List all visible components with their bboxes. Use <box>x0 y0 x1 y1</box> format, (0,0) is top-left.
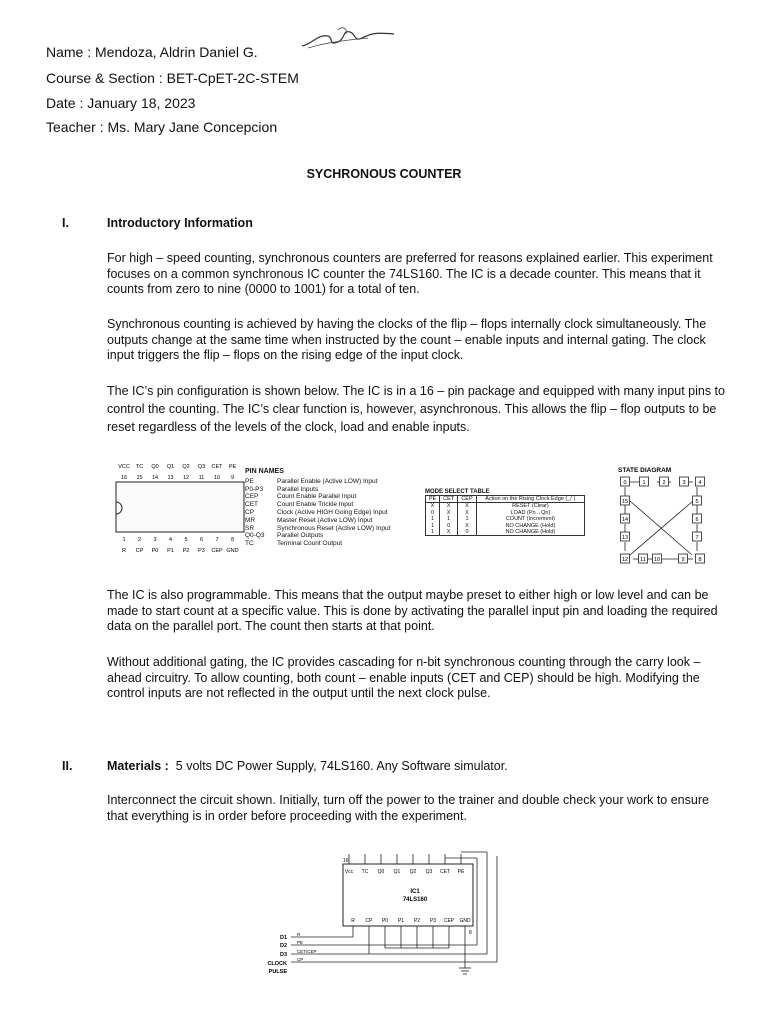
ic-pin-label-bottom: P1 <box>397 918 405 924</box>
pin-name-symbol: PE <box>245 477 254 485</box>
pin-names-block <box>245 468 395 548</box>
pin-label-top: TC <box>135 464 144 470</box>
state-node <box>640 477 649 486</box>
pin-label-top: Q0 <box>151 464 159 470</box>
pin-name-symbol: CP <box>245 508 255 516</box>
mode-table-header: CET <box>440 496 458 503</box>
pin-name-row <box>245 486 395 494</box>
mode-table-cell: X <box>458 503 477 510</box>
pin-number-top: 14 <box>151 475 159 481</box>
pin-name-symbol: SR <box>245 524 255 532</box>
pin-name-description: Count Enable Trickle Input <box>277 501 354 509</box>
pin-number-top: 16 <box>120 475 128 481</box>
state-label: 10 <box>653 557 661 563</box>
pin-label-bottom: CEP <box>211 548 223 554</box>
state-label: 9 <box>681 557 685 563</box>
mode-table-row <box>426 529 585 536</box>
state-node <box>680 477 689 486</box>
input-label: D1 <box>279 935 287 941</box>
pin-label-bottom: GND <box>226 548 239 554</box>
section-2-number: II. <box>62 759 73 773</box>
state-diagram-heading: STATE DIAGRAM <box>618 467 672 474</box>
state-node <box>696 554 705 563</box>
pin-name-row <box>245 532 395 540</box>
mode-select-table <box>425 495 585 536</box>
materials-label: Materials : <box>107 759 169 773</box>
pin-label-bottom: R <box>122 548 126 554</box>
state-node <box>679 554 688 563</box>
mode-table-cell: X <box>426 503 440 510</box>
signature <box>298 24 398 54</box>
pin-names-heading: PIN NAMES <box>245 468 284 475</box>
state-node <box>621 554 630 563</box>
ic-pin-label-bottom: P0 <box>381 918 389 924</box>
mode-select-table-block <box>425 489 585 536</box>
state-label: 0 <box>623 480 627 486</box>
pin-label-top: CET <box>211 464 223 470</box>
ic-pin-label-top: TC <box>361 869 369 875</box>
pin-number-top: 11 <box>198 475 205 481</box>
signal-label: R <box>297 932 301 937</box>
ic-pin-label-top: PE <box>457 869 465 875</box>
mode-table-cell: X <box>458 510 477 516</box>
state-node <box>693 496 702 505</box>
mode-table-cell: NO CHANGE (Hold) <box>476 529 584 536</box>
materials-paragraph: Interconnect the circuit shown. Initially, turn off the power to the trainer and double check your work to ensure that everything is in order before proceeding with the experiment. <box>107 793 709 823</box>
state-label: 8 <box>698 557 702 563</box>
pin-number-top: 13 <box>167 475 174 481</box>
pin-number-top: 10 <box>213 475 221 481</box>
pin-name-symbol: Q0-Q3 <box>245 532 265 540</box>
pin-label-top: Q1 <box>166 464 175 470</box>
teacher: Teacher : Ms. Mary Jane Concepcion <box>46 119 278 135</box>
pin-name-symbol: MR <box>245 516 256 524</box>
input-label: CLOCK <box>267 961 287 967</box>
vcc-pin-number: 16 <box>343 858 349 864</box>
state-diagram <box>612 463 707 588</box>
pin-number-top: 12 <box>182 475 190 481</box>
intro-paragraph-1: For high – speed counting, synchronous counters are preferred for reasons explained earlier. This experiment focuses on a common synchronous IC counter the 74LS160. The IC is a decade counter. This means that it counts from zero to nine (0000 to 1001) for a total of ten. <box>107 251 713 296</box>
mode-table-row <box>426 503 585 510</box>
mode-table-cell: 1 <box>426 529 440 536</box>
state-node <box>621 496 630 505</box>
pin-name-symbol: CEP <box>245 493 259 501</box>
pin-name-description: Parallel Outputs <box>277 532 324 540</box>
state-node <box>653 554 662 563</box>
mode-table-cell: 1 <box>426 516 440 522</box>
input-label: D3 <box>279 952 287 958</box>
pin-label-top: VCC <box>118 464 130 470</box>
mode-table-cell: X <box>440 510 458 516</box>
intro-paragraph-2: Synchronous counting is achieved by having the clocks of the flip – flops internally clock simultaneously. The outputs change at the same time when instructed by the count – enable inputs and internal gating. The clock input triggers the flip – flops on the rising edge of the input clock. <box>107 317 707 362</box>
ic-pin-label-bottom: R <box>351 918 355 924</box>
signal-label: PE <box>297 940 304 945</box>
state-label: 4 <box>698 480 702 486</box>
intro-paragraph-5: Without additional gating, the IC provides cascading for n-bit synchronous counting through the carry look – ahead circuitry. To allow counting, both count – enable inputs (CET and CEP) should be high. Modifying the control inputs are not reflected in the output until the next clock pulse. <box>107 655 701 700</box>
pin-name-description: Count Enable Parallel Input <box>277 493 357 501</box>
mode-table-cell: X <box>440 503 458 510</box>
state-node <box>621 477 630 486</box>
pin-name-symbol: CET <box>245 501 258 509</box>
ic-pin-label-bottom: P2 <box>413 918 421 924</box>
materials-list: 5 volts DC Power Supply, 74LS160. Any Software simulator. <box>175 759 508 773</box>
page-title: SYCHRONOUS COUNTER <box>306 167 462 181</box>
pin-number-bottom: 4 <box>168 537 173 543</box>
mode-table-cell: 1 <box>458 516 477 522</box>
state-label: 13 <box>621 535 629 541</box>
state-label: 5 <box>695 499 699 505</box>
ic-pin-label-bottom: GND <box>459 918 471 924</box>
mode-table-cell: NO CHANGE (Hold) <box>476 523 584 529</box>
pin-label-top: Q3 <box>197 464 206 470</box>
pin-number-bottom: 5 <box>184 537 188 543</box>
state-label: 1 <box>642 480 646 486</box>
mode-table-header: PE <box>426 496 440 503</box>
state-node <box>696 477 705 486</box>
pin-name-description: Parallel Inputs <box>277 485 319 493</box>
section-1-number: I. <box>62 216 69 230</box>
state-node <box>660 477 669 486</box>
pin-number-bottom: 8 <box>230 537 235 543</box>
pin-number-top: 15 <box>136 475 143 481</box>
state-label: 12 <box>621 557 629 563</box>
pin-label-bottom: P0 <box>151 548 159 554</box>
mode-table-cell: 1 <box>426 523 440 529</box>
ic-name: IC1 <box>410 889 420 895</box>
pin-label-bottom: P3 <box>198 548 205 554</box>
pin-number-top: 9 <box>230 475 235 481</box>
pin-name-description: Clock (Active HIGH Going Edge) Input <box>277 508 388 516</box>
state-label: 7 <box>695 535 699 541</box>
ic-pin-label-top: CET <box>440 869 450 875</box>
ic-pin-label-bottom: CP <box>365 918 373 924</box>
pin-label-bottom: P2 <box>182 548 190 554</box>
intro-paragraph-4: The IC is also programmable. This means that the output maybe preset to either high or low level and can be made to start count at a specific value. This is done by activating the parallel input pin and loading the required data on the parallel port. The count then starts at that point. <box>107 588 718 633</box>
ic-pin-label-bottom: P3 <box>429 918 437 924</box>
ic-pin-label-bottom: CEP <box>443 918 455 924</box>
pin-number-bottom: 2 <box>137 537 142 543</box>
pin-name-description: Master Reset (Active LOW) Input <box>277 516 373 524</box>
ic-part: 74LS160 <box>402 897 428 903</box>
state-label: 2 <box>662 480 666 486</box>
pin-name-row <box>245 493 395 501</box>
pin-name-symbol: P0-P3 <box>245 485 264 493</box>
gnd-pin-number: 8 <box>469 930 472 936</box>
state-node <box>639 554 648 563</box>
materials-line <box>107 759 508 773</box>
mode-table-cell: 0 <box>458 529 477 536</box>
mode-table-cell: 1 <box>440 516 458 522</box>
pin-name-row <box>245 478 395 486</box>
state-label: 15 <box>621 499 629 505</box>
mode-table-cell: 0 <box>440 523 458 529</box>
pin-number-bottom: 6 <box>199 537 204 543</box>
date: Date : January 18, 2023 <box>46 95 196 111</box>
state-label: 14 <box>621 517 629 523</box>
mode-table-heading: MODE SELECT TABLE <box>425 489 490 495</box>
pin-name-row <box>245 501 395 509</box>
pinout-diagram <box>110 460 250 560</box>
section-1-title: Introductory Information <box>107 216 253 230</box>
course-section: Course & Section : BET-CpET-2C-STEM <box>46 70 299 86</box>
pin-name-row <box>245 517 395 525</box>
pin-label-bottom: P1 <box>167 548 174 554</box>
state-node <box>621 532 630 541</box>
state-label: 3 <box>682 480 686 486</box>
mode-table-cell: COUNT (Increment) <box>476 516 584 522</box>
state-label: 11 <box>640 557 646 563</box>
mode-table-cell: X <box>440 529 458 536</box>
state-node <box>693 532 702 541</box>
mode-table-cell: LOAD (Pn→Qn) <box>476 510 584 516</box>
mode-table-header: CEP <box>458 496 477 503</box>
ic-pin-label-top: Q3 <box>425 869 433 875</box>
circuit-diagram <box>255 850 515 985</box>
signal-label: CET/CEP <box>297 949 317 954</box>
pin-name-symbol: TC <box>245 540 254 548</box>
ic-pin-label-top: Q2 <box>409 869 417 875</box>
pin-name-row <box>245 509 395 517</box>
state-node <box>621 514 630 523</box>
pin-number-bottom: 7 <box>215 537 219 543</box>
ic-pin-label-top: Q1 <box>393 869 401 875</box>
mode-table-header: Action on the Rising Clock Edge (_/‾) <box>476 496 584 503</box>
pin-name-row <box>245 525 395 533</box>
pin-name-description: Synchronous Reset (Active LOW) Input <box>277 524 391 532</box>
ic-pin-label-top: Vcc <box>344 869 354 875</box>
pin-label-top: PE <box>228 464 237 470</box>
pin-number-bottom: 1 <box>122 537 126 543</box>
pin-name-row <box>245 540 395 548</box>
pin-label-top: Q2 <box>182 464 190 470</box>
ic-pin-label-top: Q0 <box>377 869 385 875</box>
mode-table-cell: RESET (Clear) <box>476 503 584 510</box>
input-label: D2 <box>279 943 287 949</box>
intro-paragraph-3: The IC’s pin configuration is shown below. The IC is in a 16 – pin package and equipped with many input pins to control the counting. The IC’s clear function is, however, asynchronous. This allows the flip – flop outputs to be reset regardless of the levels of the clock, load and enable inputs. <box>107 384 725 434</box>
signal-label: CP <box>297 957 304 962</box>
pin-name-description: Terminal Count Output <box>277 540 343 548</box>
mode-table-cell: 0 <box>426 510 440 516</box>
state-node <box>693 514 702 523</box>
student-name: Name : Mendoza, Aldrin Daniel G. <box>46 44 258 60</box>
pin-number-bottom: 3 <box>153 537 157 543</box>
pin-name-description: Parallel Enable (Active LOW) Input <box>277 477 378 485</box>
state-label: 6 <box>695 517 699 523</box>
mode-table-cell: X <box>458 523 477 529</box>
pin-label-bottom: CP <box>135 548 144 554</box>
input-label: PULSE <box>268 969 287 975</box>
